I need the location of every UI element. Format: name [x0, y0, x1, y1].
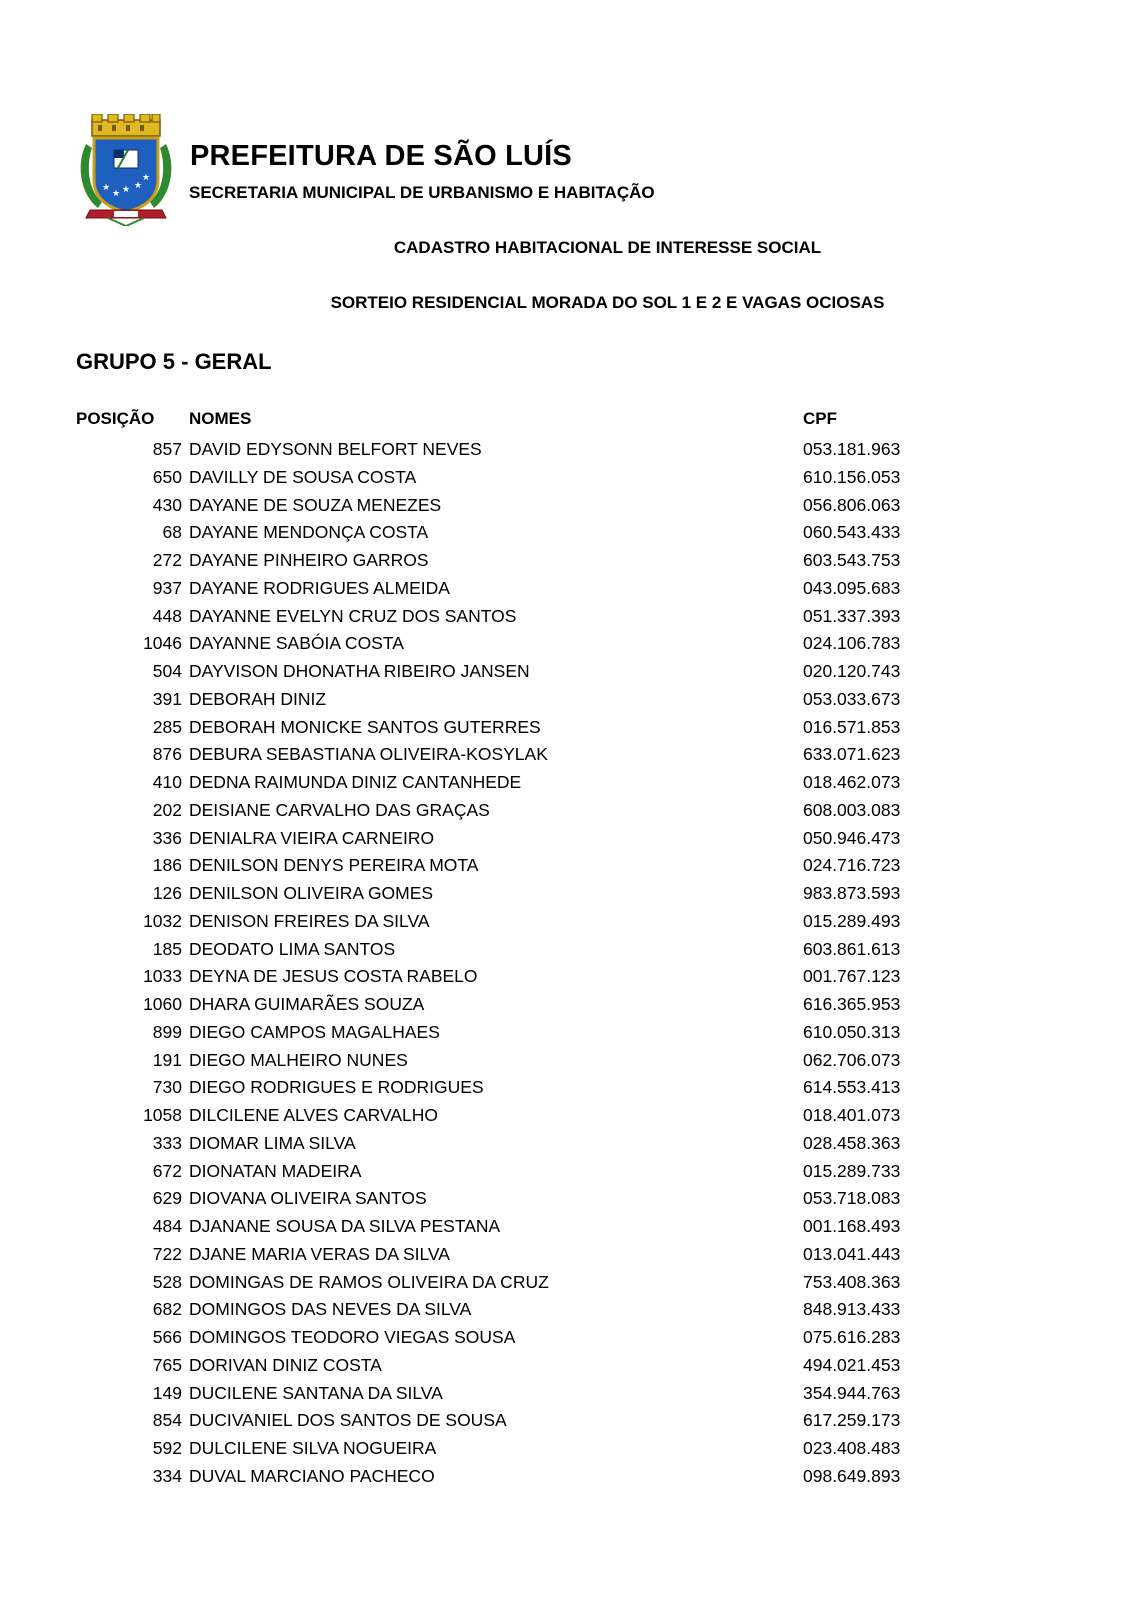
cpf-cell: 015.289.493	[803, 910, 901, 931]
table-row	[0, 1462, 1131, 1490]
table-row	[0, 768, 1131, 796]
name-cell: DEDNA RAIMUNDA DINIZ CANTANHEDE	[189, 772, 522, 792]
coat-of-arms-icon	[78, 114, 174, 226]
cpf-cell: 053.033.673	[803, 688, 901, 709]
cpf-cell: 614.553.413	[803, 1077, 901, 1098]
name-cell: DJANANE SOUSA DA SILVA PESTANA	[189, 1216, 501, 1236]
org-subtitle: SECRETARIA MUNICIPAL DE URBANISMO E HABITAÇÃO	[189, 183, 655, 202]
cpf-cell: 633.071.623	[803, 744, 901, 765]
position-cell: 202	[152, 799, 182, 820]
table-row	[0, 990, 1131, 1018]
cpf-cell: 051.337.393	[803, 605, 901, 626]
column-header-cpf: CPF	[803, 409, 837, 428]
position-cell: 186	[152, 855, 182, 876]
name-cell: DENIALRA VIEIRA CARNEIRO	[189, 827, 435, 848]
table-row	[0, 685, 1131, 713]
table-row	[0, 574, 1131, 602]
position-cell: 566	[152, 1327, 182, 1347]
name-cell: DAYANNE EVELYN CRUZ DOS SANTOS	[189, 605, 517, 626]
cpf-cell: 053.181.963	[803, 439, 901, 459]
table-row	[0, 851, 1131, 879]
name-cell: DENISON FREIRES DA SILVA	[189, 910, 430, 931]
position-cell: 504	[152, 661, 182, 681]
position-cell: 592	[152, 1438, 182, 1458]
position-cell: 937	[152, 577, 182, 598]
svg-text:★: ★	[112, 189, 121, 199]
name-cell: DUVAL MARCIANO PACHECO	[189, 1465, 435, 1486]
cpf-cell: 023.408.483	[803, 1438, 901, 1458]
name-cell: DAYVISON DHONATHA RIBEIRO JANSEN	[189, 661, 530, 681]
cpf-cell: 016.571.853	[803, 716, 901, 737]
table-row	[0, 824, 1131, 852]
table-row	[0, 1323, 1131, 1351]
cpf-cell: 013.041.443	[803, 1243, 901, 1264]
cpf-cell: 494.021.453	[803, 1354, 901, 1375]
cpf-cell: 610.050.313	[803, 1021, 901, 1042]
position-cell: 629	[152, 1188, 182, 1209]
cpf-cell: 060.543.433	[803, 522, 901, 543]
name-cell: DOMINGOS DAS NEVES DA SILVA	[189, 1299, 472, 1320]
table-row	[0, 740, 1131, 768]
position-cell: 126	[152, 883, 182, 903]
cpf-cell: 848.913.433	[803, 1299, 901, 1320]
name-cell: DULCILENE SILVA NOGUEIRA	[189, 1438, 437, 1458]
position-cell: 876	[152, 744, 182, 765]
cpf-cell: 018.462.073	[803, 772, 901, 792]
position-cell: 185	[152, 938, 182, 959]
cpf-cell: 075.616.283	[803, 1327, 901, 1347]
cpf-cell: 098.649.893	[803, 1465, 901, 1486]
position-cell: 854	[152, 1410, 182, 1431]
name-cell: DEBORAH DINIZ	[189, 688, 327, 709]
document-heading: CADASTRO HABITACIONAL DE INTERESSE SOCIAL	[393, 238, 822, 257]
table-row	[0, 962, 1131, 990]
cpf-cell: 024.716.723	[803, 855, 901, 876]
cpf-cell: 001.168.493	[803, 1216, 901, 1236]
cpf-cell: 753.408.363	[803, 1271, 901, 1292]
cpf-cell: 024.106.783	[803, 633, 901, 654]
position-cell: 391	[152, 688, 182, 709]
position-cell: 1046	[143, 633, 182, 654]
table-header	[0, 409, 1131, 433]
position-cell: 899	[152, 1021, 182, 1042]
name-cell: DOMINGOS TEODORO VIEGAS SOUSA	[189, 1327, 516, 1347]
name-cell: DEISIANE CARVALHO DAS GRAÇAS	[189, 799, 490, 820]
table-row	[0, 1351, 1131, 1379]
table-row	[0, 879, 1131, 907]
table-row	[0, 629, 1131, 657]
table-row	[0, 463, 1131, 491]
position-cell: 1033	[143, 966, 182, 987]
position-cell: 191	[152, 1049, 182, 1070]
name-cell: DIEGO RODRIGUES E RODRIGUES	[189, 1077, 484, 1098]
cpf-cell: 020.120.743	[803, 661, 901, 681]
cpf-cell: 983.873.593	[803, 883, 901, 903]
column-header-names: NOMES	[189, 409, 252, 428]
table-row	[0, 1073, 1131, 1101]
table-row	[0, 1379, 1131, 1407]
name-cell: DUCIVANIEL DOS SANTOS DE SOUSA	[189, 1410, 507, 1431]
table-row	[0, 1018, 1131, 1046]
position-cell: 333	[152, 1132, 182, 1153]
position-cell: 1060	[143, 994, 182, 1014]
position-cell: 285	[152, 716, 182, 737]
name-cell: DIONATAN MADEIRA	[189, 1160, 362, 1181]
svg-text:★: ★	[142, 173, 151, 183]
table-row	[0, 491, 1131, 519]
name-cell: DOMINGAS DE RAMOS OLIVEIRA DA CRUZ	[189, 1271, 549, 1292]
position-cell: 484	[152, 1216, 182, 1236]
name-cell: DENILSON OLIVEIRA GOMES	[189, 883, 434, 903]
name-cell: DAYANNE SABÓIA COSTA	[189, 633, 404, 654]
org-title: PREFEITURA DE SÃO LUÍS	[190, 140, 572, 172]
table-row	[0, 1240, 1131, 1268]
cpf-cell: 610.156.053	[803, 466, 901, 487]
position-cell: 448	[152, 605, 182, 626]
cpf-cell: 616.365.953	[803, 994, 901, 1014]
cpf-cell: 053.718.083	[803, 1188, 901, 1209]
cpf-cell: 001.767.123	[803, 966, 901, 987]
table-row	[0, 935, 1131, 963]
name-cell: DAYANE PINHEIRO GARROS	[189, 550, 429, 570]
name-cell: DAYANE MENDONÇA COSTA	[189, 522, 429, 543]
cpf-cell: 015.289.733	[803, 1160, 901, 1181]
cpf-cell: 608.003.083	[803, 799, 901, 820]
cpf-cell: 603.543.753	[803, 550, 901, 570]
name-cell: DAYANE DE SOUZA MENEZES	[189, 494, 442, 515]
name-cell: DAVILLY DE SOUSA COSTA	[189, 466, 417, 487]
table-row	[0, 546, 1131, 574]
position-cell: 410	[152, 772, 182, 792]
results-table	[0, 435, 1131, 1490]
table-row	[0, 1101, 1131, 1129]
position-cell: 682	[152, 1299, 182, 1320]
table-row	[0, 657, 1131, 685]
svg-text:★: ★	[122, 185, 131, 195]
name-cell: DENILSON DENYS PEREIRA MOTA	[189, 855, 479, 876]
group-title: GRUPO 5 - GERAL	[76, 349, 272, 374]
document-subheading: SORTEIO RESIDENCIAL MORADA DO SOL 1 E 2 E VAGAS OCIOSAS	[330, 293, 885, 312]
name-cell: DUCILENE SANTANA DA SILVA	[189, 1382, 443, 1403]
position-cell: 1058	[143, 1105, 182, 1125]
table-row	[0, 796, 1131, 824]
table-row	[0, 602, 1131, 630]
cpf-cell: 043.095.683	[803, 577, 901, 598]
name-cell: DEODATO LIMA SANTOS	[189, 938, 396, 959]
table-row	[0, 518, 1131, 546]
table-row	[0, 435, 1131, 463]
name-cell: DHARA GUIMARÃES SOUZA	[189, 994, 425, 1014]
position-cell: 272	[152, 550, 182, 570]
table-row	[0, 713, 1131, 741]
name-cell: DEBURA SEBASTIANA OLIVEIRA-KOSYLAK	[189, 744, 548, 765]
name-cell: DEBORAH MONICKE SANTOS GUTERRES	[189, 716, 541, 737]
table-row	[0, 1268, 1131, 1296]
table-row	[0, 907, 1131, 935]
position-cell: 672	[152, 1160, 182, 1181]
position-cell: 650	[152, 466, 182, 487]
cpf-cell: 603.861.613	[803, 938, 901, 959]
svg-text:★: ★	[134, 181, 143, 191]
position-cell: 730	[152, 1077, 182, 1098]
table-row	[0, 1157, 1131, 1185]
position-cell: 857	[152, 439, 182, 459]
cpf-cell: 018.401.073	[803, 1105, 901, 1125]
position-cell: 1032	[143, 910, 182, 931]
name-cell: DEYNA DE JESUS COSTA RABELO	[189, 966, 478, 987]
table-row	[0, 1295, 1131, 1323]
table-row	[0, 1212, 1131, 1240]
position-cell: 336	[152, 827, 182, 848]
position-cell: 722	[152, 1243, 182, 1264]
name-cell: DIOVANA OLIVEIRA SANTOS	[189, 1188, 427, 1209]
column-header-position: POSIÇÃO	[76, 409, 155, 428]
table-row	[0, 1046, 1131, 1074]
cpf-cell: 062.706.073	[803, 1049, 901, 1070]
name-cell: DIEGO CAMPOS MAGALHAES	[189, 1021, 440, 1042]
table-row	[0, 1184, 1131, 1212]
position-cell: 334	[152, 1465, 182, 1486]
position-cell: 430	[152, 494, 182, 515]
cpf-cell: 050.946.473	[803, 827, 901, 848]
table-row	[0, 1434, 1131, 1462]
cpf-cell: 354.944.763	[803, 1382, 901, 1403]
table-row	[0, 1406, 1131, 1434]
table-row	[0, 1129, 1131, 1157]
cpf-cell: 056.806.063	[803, 494, 901, 515]
name-cell: DORIVAN DINIZ COSTA	[189, 1354, 382, 1375]
position-cell: 765	[152, 1354, 182, 1375]
name-cell: DAYANE RODRIGUES ALMEIDA	[189, 577, 450, 598]
name-cell: DIEGO MALHEIRO NUNES	[189, 1049, 408, 1070]
position-cell: 149	[152, 1382, 182, 1403]
name-cell: DJANE MARIA VERAS DA SILVA	[189, 1243, 450, 1264]
position-cell: 68	[162, 522, 182, 543]
svg-text:★: ★	[102, 183, 111, 193]
cpf-cell: 617.259.173	[803, 1410, 901, 1431]
cpf-cell: 028.458.363	[803, 1132, 901, 1153]
name-cell: DILCILENE ALVES CARVALHO	[189, 1105, 438, 1125]
name-cell: DIOMAR LIMA SILVA	[189, 1132, 356, 1153]
name-cell: DAVID EDYSONN BELFORT NEVES	[189, 439, 482, 459]
position-cell: 528	[152, 1271, 182, 1292]
